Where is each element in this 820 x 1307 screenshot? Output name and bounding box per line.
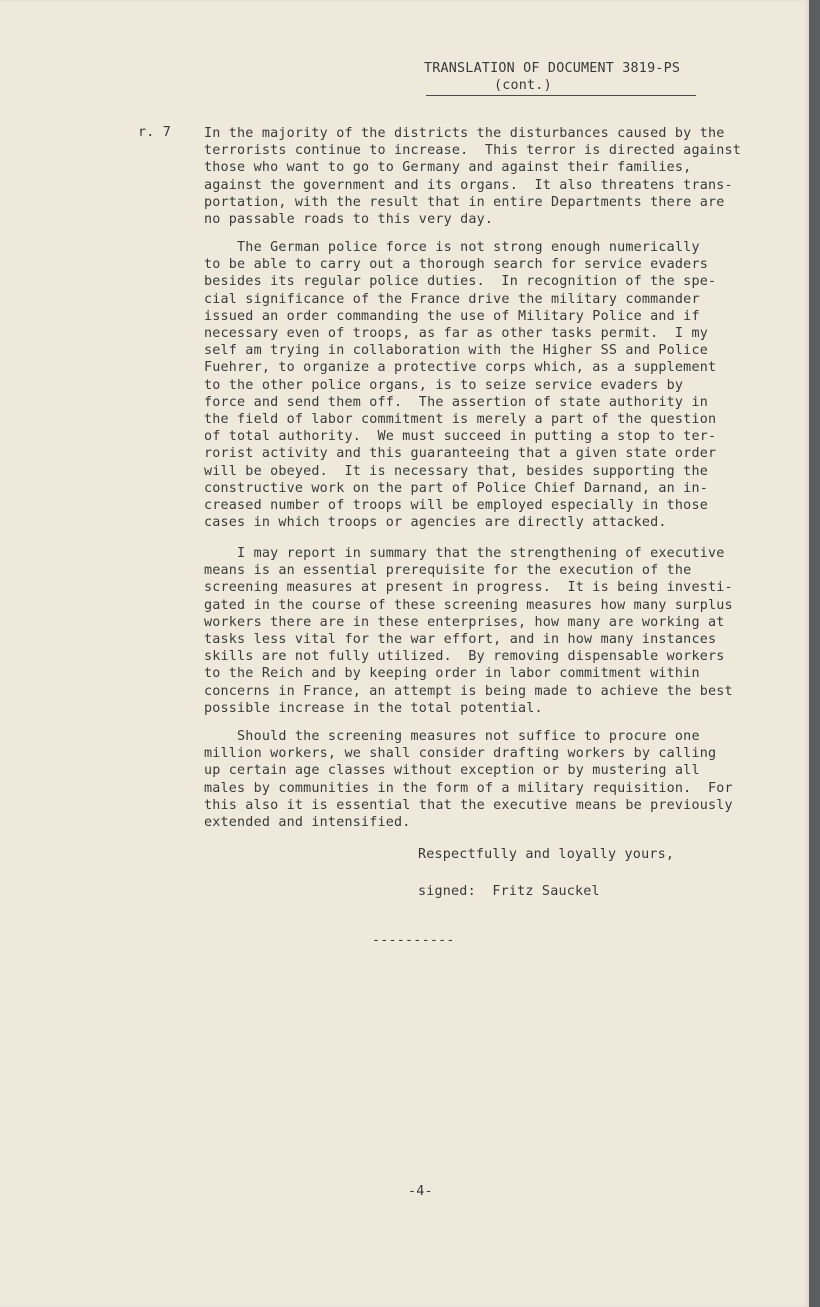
text-line: males by communities in the form of a military requisition. For (204, 780, 733, 796)
text-line: screening measures at present in progress. It is being investi- (204, 580, 733, 596)
text-line: the field of labor commitment is merely a part of the question (204, 412, 717, 428)
text-line: necessary even of troops, as far as other tasks permit. I my (204, 326, 708, 342)
text-line: In the majority of the districts the disturbances caused by the (204, 126, 725, 141)
paragraph-2 (204, 239, 744, 531)
text-line: to the Reich and by keeping order in labor commitment within (204, 666, 700, 682)
text-line: cases in which troops or agencies are directly attacked. (204, 515, 667, 531)
text-line: million workers, we shall consider drafting workers by calling (204, 746, 717, 762)
text-line: those who want to go to Germany and against their families, (204, 160, 692, 176)
paragraph-3 (204, 545, 744, 717)
background-edge (809, 0, 820, 1307)
text-line: concerns in France, an attempt is being made to achieve the best (204, 683, 733, 699)
text-line: workers there are in these enterprises, how many are working at (204, 614, 725, 630)
text-line: portation, with the result that in entire Departments there are (204, 194, 725, 210)
text-line: cial significance of the France drive the military commander (204, 291, 700, 307)
header-underline (426, 95, 696, 96)
text-line: this also it is essential that the executive means be previously (204, 797, 733, 813)
text-line: rorist activity and this guaranteeing that a given state order (204, 446, 717, 462)
text-line: besides its regular police duties. In recognition of the spe- (204, 274, 717, 290)
text-line: no passable roads to this very day. (204, 212, 494, 228)
separator-dashes: ---------- (372, 933, 455, 948)
text-line: self am trying in collaboration with the Higher SS and Police (204, 343, 708, 359)
document-header (424, 60, 714, 94)
text-line: will be obeyed. It is necessary that, besides supporting the (204, 463, 708, 479)
text-line: to be able to carry out a thorough search for service evaders (204, 257, 708, 273)
text-line: possible increase in the total potential. (204, 700, 543, 716)
text-line: constructive work on the part of Police Chief Darnand, an in- (204, 480, 708, 496)
text-line: to the other police organs, is to seize service evaders by (204, 377, 684, 393)
text-line: Should the screening measures not suffice to procure one (204, 729, 700, 744)
text-line: I may report in summary that the strengthening of executive (204, 546, 725, 561)
paragraph-1 (204, 125, 744, 228)
text-line: against the government and its organs. It also threatens trans- (204, 177, 733, 193)
text-line: terrorists continue to increase. This terror is directed against (204, 143, 742, 159)
text-line: of total authority. We must succeed in putting a stop to ter- (204, 429, 717, 445)
page-number: -4- (408, 1184, 433, 1199)
text-line: means is an essential prerequisite for the execution of the (204, 563, 692, 579)
text-line: up certain age classes without exception or by mustering all (204, 763, 700, 779)
paragraph-marker: r. 7 (138, 125, 172, 140)
paragraph-4 (204, 728, 744, 831)
text-line: issued an order commanding the use of Military Police and if (204, 308, 700, 324)
text-line: The German police force is not strong enough numerically (204, 240, 700, 255)
text-line: creased number of troops will be employed especially in those (204, 498, 708, 514)
header-title: TRANSLATION OF DOCUMENT 3819-PS (424, 61, 681, 76)
text-line: force and send them off. The assertion of state authority in (204, 394, 708, 410)
text-line: tasks less vital for the war effort, and in how many instances (204, 632, 717, 648)
text-line: extended and intensified. (204, 815, 411, 831)
text-line: Fuehrer, to organize a protective corps which, as a supplement (204, 360, 717, 376)
header-continued: (cont.) (494, 78, 552, 93)
text-line: gated in the course of these screening measures how many surplus (204, 597, 733, 613)
text-line: skills are not fully utilized. By removing dispensable workers (204, 649, 725, 665)
closing-salutation: Respectfully and loyally yours, (418, 847, 675, 862)
signature-line: signed: Fritz Sauckel (418, 884, 600, 899)
